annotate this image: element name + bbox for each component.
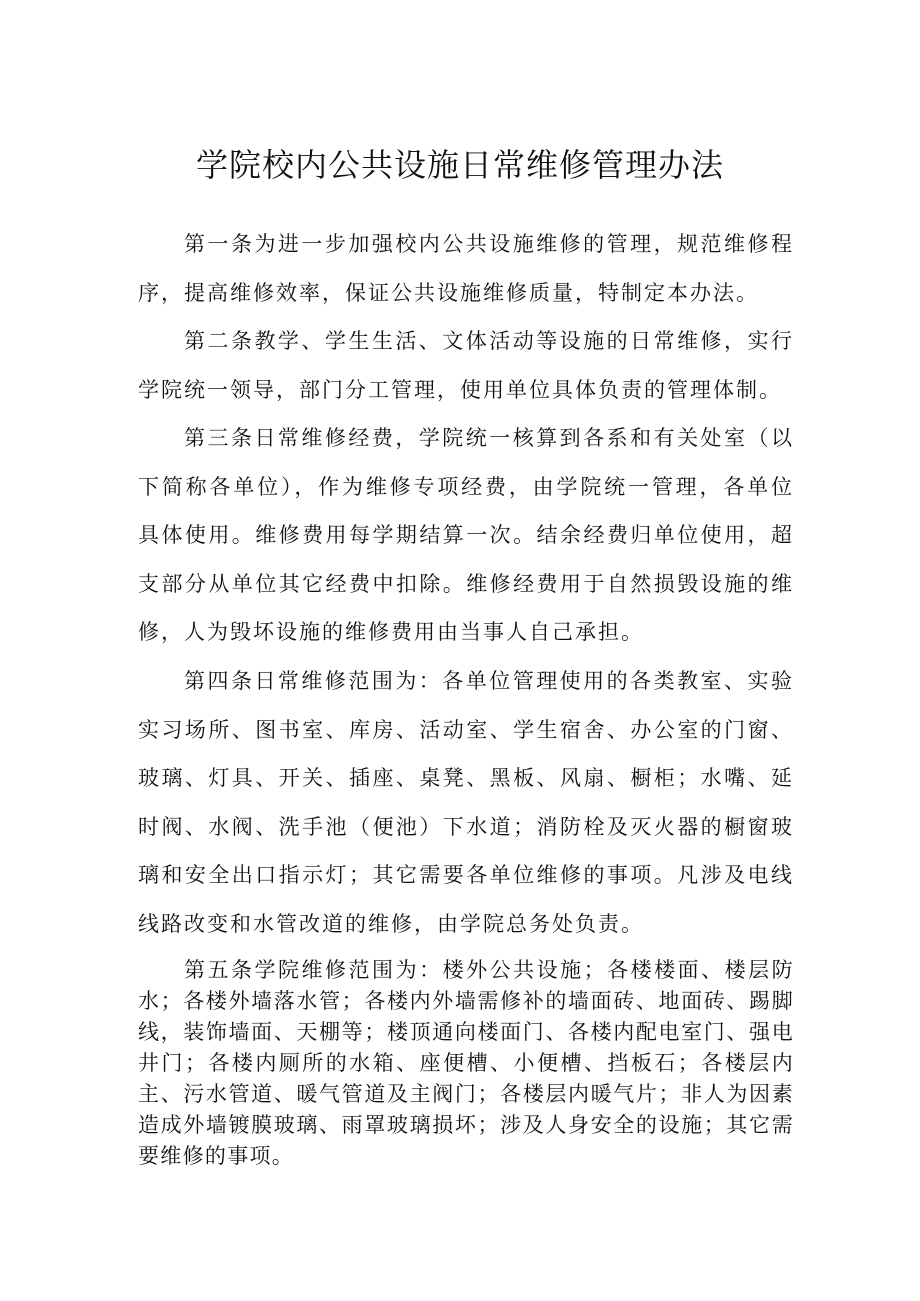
article-3-paragraph: 第三条日常维修经费，学院统一核算到各系和有关处室（以下简称各单位），作为维修专项经费，由学院统一管理，各单位具体使用。维修费用每学期结算一次。结余经费归单位使用，超支部分从单位其它经费中扣除。维修经费用于自然损毁设施的维修，人为毁坏设施的维修费用由当事人自己承担。	[138, 426, 794, 644]
article-1-paragraph: 第一条为进一步加强校内公共设施维修的管理，规范维修程序，提高维修效率，保证公共设施维修质量，特制定本办法。	[138, 232, 794, 305]
article-4-paragraph: 第四条日常维修范围为：各单位管理使用的各类教室、实验实习场所、图书室、库房、活动室、学生宿舍、办公室的门窗、玻璃、灯具、开关、插座、桌凳、黑板、风扇、橱柜；水嘴、延时阀、水阀、洗手池（便池）下水道；消防栓及灭火器的橱窗玻璃和安全出口指示灯；其它需要各单位维修的事项。凡涉及电线线路改变和水管改道的维修，由学院总务处负责。	[138, 669, 794, 936]
document-title: 学院校内公共设施日常维修管理办法	[195, 146, 724, 184]
article-2-paragraph: 第二条教学、学生生活、文体活动等设施的日常维修，实行学院统一领导，部门分工管理，使用单位具体负责的管理体制。	[138, 329, 794, 402]
article-5-paragraph: 第五条学院维修范围为：楼外公共设施；各楼楼面、楼层防水；各楼外墙落水管；各楼内外墙需修补的墙面砖、地面砖、踢脚线，装饰墙面、天棚等；楼顶通向楼面门、各楼内配电室门、强电井门；各楼内厕所的水箱、座便槽、小便槽、挡板石；各楼层内主、污水管道、暖气管道及主阀门；各楼层内暖气片；非人为因素造成外墙镀膜玻璃、雨罩玻璃损坏；涉及人身安全的设施；其它需要维修的事项。	[138, 958, 794, 1168]
